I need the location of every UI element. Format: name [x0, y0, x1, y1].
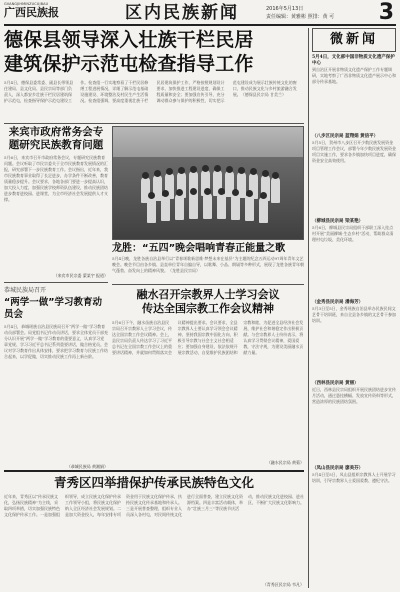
performer	[217, 193, 226, 219]
news-item-body: 5月5日，贺州市八步区召开少数民族发展资金项目管理工作会议，部署今年少数民族发展资金项目实施工作，要求各乡镇加快项目进度，确保资金安全高效使用。	[312, 140, 396, 163]
bottom-byline: （青秀区民宗局 韦凡）	[262, 582, 304, 587]
masthead-paper-name: 广西民族报	[4, 6, 59, 19]
bottom-story	[4, 470, 304, 588]
bottom-body: 近年来，青秀区以“传承民族文化，弘扬民族精神”为主线，采取四项举措，切实加强民族特色文化保护传承工作。一是加强组织领导，成立民族文化保护传承工作领导小组，将民族文化保护纳入全区经济社会发展规划。二是加大资金投入，每年安排专项资金用于民族文化保护传承，扶持民族文化传承基地和传承人。三是开展普查整理，组织专业人员深入各村屯，对民间传统文化进行全面普查，建立民族文化资源档案。四是丰富活动载体，举办“壮族三月三”等民族节庆活动，推动民族文化进校园、进社区，不断扩大民族文化影响力。	[4, 494, 304, 517]
performer	[175, 194, 184, 220]
mid-byline: （融水民宗局 黄菊）	[266, 460, 304, 465]
news-item	[312, 381, 396, 463]
news-item-head: （柳城县民宗局 梁某艳）	[312, 219, 364, 224]
photo-performers	[141, 167, 281, 227]
news-item	[312, 134, 396, 216]
performance-photo	[112, 126, 304, 240]
performer	[271, 177, 280, 203]
date-line: 2016年5月13日	[266, 6, 304, 12]
news-item	[312, 300, 396, 378]
news-item-head: （金秀县民宗局 潘海芳）	[312, 300, 364, 305]
editor-line: 责任编辑：黄雅彬 照排：黄 可	[266, 14, 335, 20]
left-column	[4, 126, 108, 469]
performer	[203, 193, 212, 219]
mid-title-line-1: 融水召开宗教界人士学习会议	[136, 288, 280, 301]
mid-body: 5月6日下午，融水苗族自治县民宗局召开宗教界人士学习会议，传达全国宗教工作会议精神。会上，县民宗局负责人传达学习了习近平总书记在全国宗教工作会议上的重要讲话精神，并就如何贯彻落实会议精神提出要求。会议要求，全县宗教界人士要认真学习领会会议精神，坚持我国宗教中国化方向，积极引导宗教与社会主义社会相适应；要加强自身建设，依法依规开展宗教活动，自觉维护民族团结和宗教和睦，为促进全县经济社会发展、维护社会和谐稳定作出积极贡献。与会宗教界人士纷纷表示，将认真学习贯彻会议精神，爱国爱教，守法守规，为建设美丽融水贡献力量。	[112, 320, 304, 355]
news-item-body: 近日，西林县民宗局组织开展民族团结进步宣传月活动，通过悬挂横幅、发放宣传资料等形式，营造浓厚的民族团结氛围。	[312, 387, 396, 404]
story1-body: 5月6日，来宾市召开市政府常务会议，专题研究民族教育问题。会议听取了市民宗委关于全市民族教育发展情况的汇报，研究部署下一步民族教育工作。会议指出，近年来，我市民族教育事业取得了长足进步，办学条件不断改善，教育质量稳步提升。会议要求，各地各部门要进一步提高认识，加大投入力度，加强民族学校师资队伍建设，推动民族团结进步教育进校园、进课堂，为全市经济社会发展提供人才支撑。	[4, 155, 108, 202]
news-item-body: 到自治区开展非物质文化遗产保护工作专题调研，实地考察了广西非物质文化遗产展示中心和部分传承基地。	[312, 67, 396, 84]
news-item	[312, 55, 396, 131]
performer	[259, 197, 268, 223]
divider	[4, 282, 108, 283]
story2-title: “两学一做”学习教育动员会	[4, 297, 102, 320]
lead-headline-line-2: 建筑保护示范屯检查指导工作	[4, 53, 254, 75]
story2-byline: （恭城民族局 黄湘娟）	[66, 464, 108, 469]
news-item-body: 5月4日至5日，凤山县组织宗教界人士开展学习培训，引导宗教界人士爱国爱教、遵纪守法。	[312, 472, 396, 483]
masthead-logo	[4, 2, 70, 24]
lead-body: 5月4日，德保县委常委、副县长带领县住建局、县文化局、县民宗局等部门负责人，深入都安乡壮族干栏民居建筑保护示范屯，检查指导保护示范屯建设工作。检查组一行实地察看了干栏民居修缮工程进展情况，详细了解示范屯基础设施建设、环境整治及村民生产生活情况。检查组强调，要高度重视壮族干栏民居建筑保护工作，严格按照规划设计要求，加快推进工程建设进度，确保工程质量和安全；要加强宣传引导，充分调动群众参与保护的积极性，切实把示范屯建设成为展示壮族传统文化的窗口，推动民族文化与乡村旅游融合发展。（德保县民宗局 甘美兰）	[4, 80, 297, 103]
performer	[231, 194, 240, 220]
masthead-meta	[266, 5, 366, 21]
lead-headline-line-1: 德保县领导深入壮族干栏民居	[4, 29, 254, 51]
story2-kicker: 恭城民族局召开	[4, 287, 47, 294]
news-item	[312, 219, 396, 297]
story1-byline: （来宾市民宗委 蒙某宇 报道）	[53, 273, 108, 278]
photo-caption: 5月4日晚，龙胜各族自治县举行以“青春颂歌新思维·梦想未来在基层”为主题的纪念五四运动97周年青年文艺晚会。晚会节目由各乡镇、县直单位青年自编自导，以歌舞、小品、朗诵等多种形式，展现了龙胜各族青年朝气蓬勃、奋发向上的精神风貌。（龙胜县民宗局）	[112, 256, 304, 273]
story1-title: 来宾市政府常务会专题研究民族教育问题	[8, 126, 104, 151]
news-item-body: 5月3日至5日，金秀瑶族自治县举办民族民间文艺骨干培训班，来自全县各乡镇的文艺骨干参加培训。	[312, 306, 396, 323]
performer	[189, 193, 198, 219]
performer	[147, 197, 156, 223]
section-title: 区内民族新闻	[125, 3, 239, 23]
news-item	[312, 466, 396, 548]
story2-body: 5月4日，恭城瑶族自治县民族局召开“两学一做”学习教育动员部署会。局党组书记作动员讲话，要求全体党员干部充分认识开展“两学一做”学习教育的重要意义，认真学习党章党规、学习习近平总书记系列重要讲话，做合格党员。会议对学习教育作出具体安排，要求把学习教育与民族工作结合起来，以学促做，切实推动民族工作再上新台阶。	[4, 324, 108, 359]
news-item-body: 5月6日，柳城县民宗局组织干部职工深入挂点村开展“美丽柳城·生态乡村”活动，帮助群众清理村屯垃圾、美化环境。	[312, 225, 394, 242]
micro-news-title: 微新闻	[312, 28, 396, 52]
photo-caption-title: 龙胜：“五四”晚会唱响青春正能量之歌	[112, 243, 286, 254]
news-item-head: （凤山县民宗局 廖美芬）	[312, 466, 364, 471]
news-item-head: （八步区民宗局 蓝翔娟 黄信平）	[312, 134, 379, 139]
photo-backdrop	[113, 127, 303, 157]
mid-story	[112, 284, 304, 466]
masthead-pinyin: GVANGJIHMINZUCUJBAU	[4, 2, 49, 6]
masthead	[4, 2, 396, 26]
micro-news-column	[308, 28, 396, 588]
news-item-head: 5月4日，文化部中国非物质文化遗产保护中心	[312, 55, 395, 66]
news-item-head: （西林县民宗局 黄丽）	[312, 381, 359, 386]
bottom-title: 青秀区四举措保护传承民族特色文化	[53, 475, 254, 490]
lead-story	[4, 28, 304, 124]
performer	[245, 195, 254, 221]
mid-title-line-2: 传达全国宗教工作会议精神	[142, 302, 274, 315]
performer	[161, 195, 170, 221]
page-number: 3	[378, 0, 394, 25]
